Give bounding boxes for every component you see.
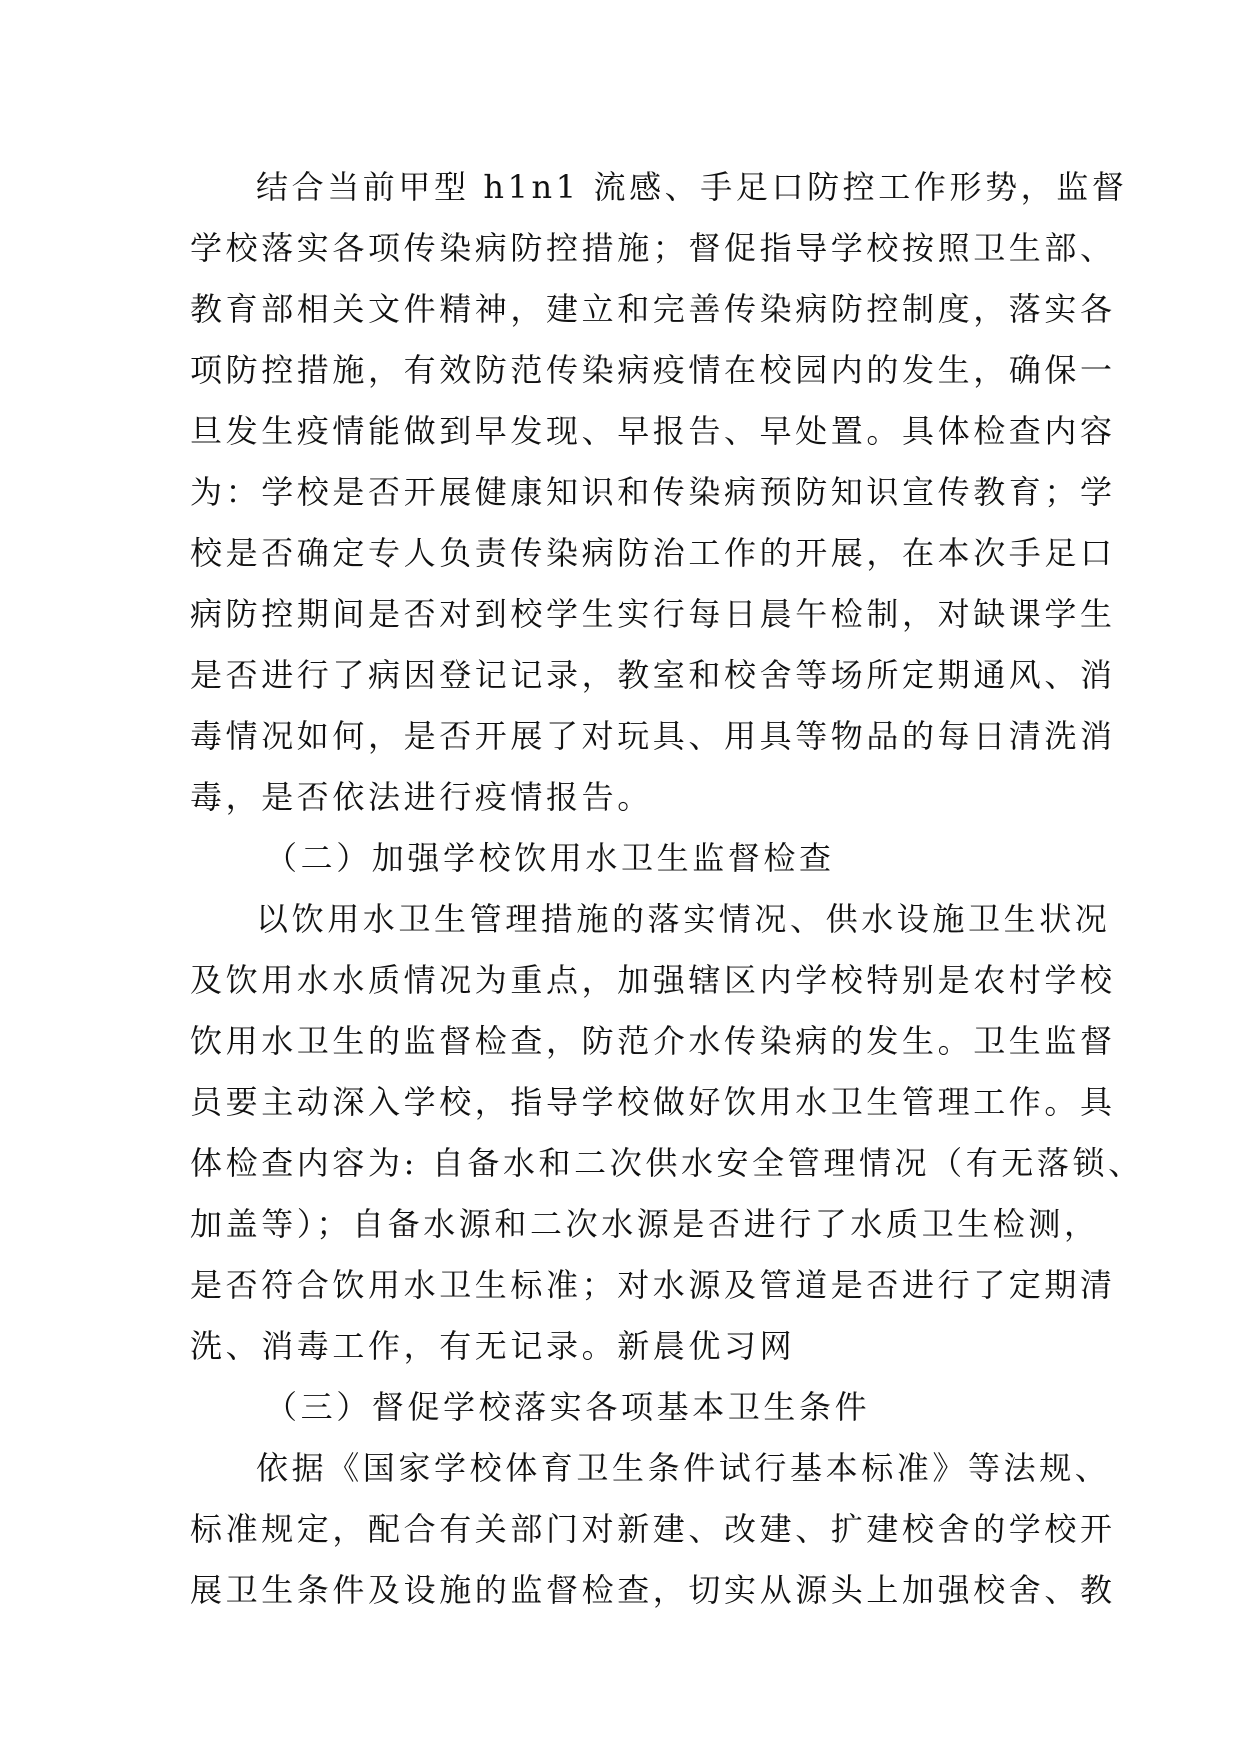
paragraph-line: 体检查内容为: 自备水和二次供水安全管理情况（有无落锁、 bbox=[190, 1144, 1144, 1182]
paragraph-line: 展卫生条件及设施的监督检查，切实从源头上加强校舍、教 bbox=[190, 1571, 1116, 1609]
section-heading: （二）加强学校饮用水卫生监督检查 bbox=[265, 839, 835, 877]
paragraph-line: 是否进行了病因登记记录，教室和校舍等场所定期通风、消 bbox=[190, 656, 1116, 694]
paragraph-line: 学校落实各项传染病防控措施；督促指导学校按照卫生部、 bbox=[190, 229, 1116, 267]
paragraph-line: 项防控措施，有效防范传染病疫情在校园内的发生，确保一 bbox=[190, 351, 1116, 389]
document-body bbox=[190, 157, 1144, 1621]
paragraph-line: 标准规定，配合有关部门对新建、改建、扩建校舍的学校开 bbox=[190, 1510, 1116, 1548]
paragraph-line: 病防控期间是否对到校学生实行每日晨午检制，对缺课学生 bbox=[190, 595, 1116, 633]
paragraph-line: 依据《国家学校体育卫生条件试行基本标准》等法规、 bbox=[256, 1449, 1111, 1487]
paragraph-line: 员要主动深入学校，指导学校做好饮用水卫生管理工作。具 bbox=[190, 1083, 1116, 1121]
paragraph-line: 教育部相关文件精神，建立和完善传染病防控制度，落实各 bbox=[190, 290, 1116, 328]
paragraph-line: 饮用水卫生的监督检查，防范介水传染病的发生。卫生监督 bbox=[190, 1022, 1116, 1060]
paragraph-line: 校是否确定专人负责传染病防治工作的开展，在本次手足口 bbox=[190, 534, 1116, 572]
paragraph-line: 为：学校是否开展健康知识和传染病预防知识宣传教育；学 bbox=[190, 473, 1116, 511]
paragraph-line: 结合当前甲型 h1n1 流感、手足口防控工作形势，监督 bbox=[256, 168, 1128, 206]
paragraph-line: 毒情况如何，是否开展了对玩具、用具等物品的每日清洗消 bbox=[190, 717, 1116, 755]
paragraph-line: 是否符合饮用水卫生标准；对水源及管道是否进行了定期清 bbox=[190, 1266, 1116, 1304]
paragraph-line: 以饮用水卫生管理措施的落实情况、供水设施卫生状况 bbox=[256, 900, 1111, 938]
paragraph-line: 毒，是否依法进行疫情报告。 bbox=[190, 778, 653, 816]
section-heading: （三）督促学校落实各项基本卫生条件 bbox=[265, 1388, 871, 1426]
paragraph-line: 及饮用水水质情况为重点，加强辖区内学校特别是农村学校 bbox=[190, 961, 1116, 999]
paragraph-line: 旦发生疫情能做到早发现、早报告、早处置。具体检查内容 bbox=[190, 412, 1116, 450]
paragraph-line: 洗、消毒工作，有无记录。新晨优习网 bbox=[190, 1327, 796, 1365]
paragraph-line: 加盖等）；自备水源和二次水源是否进行了水质卫生检测， bbox=[190, 1205, 1100, 1243]
